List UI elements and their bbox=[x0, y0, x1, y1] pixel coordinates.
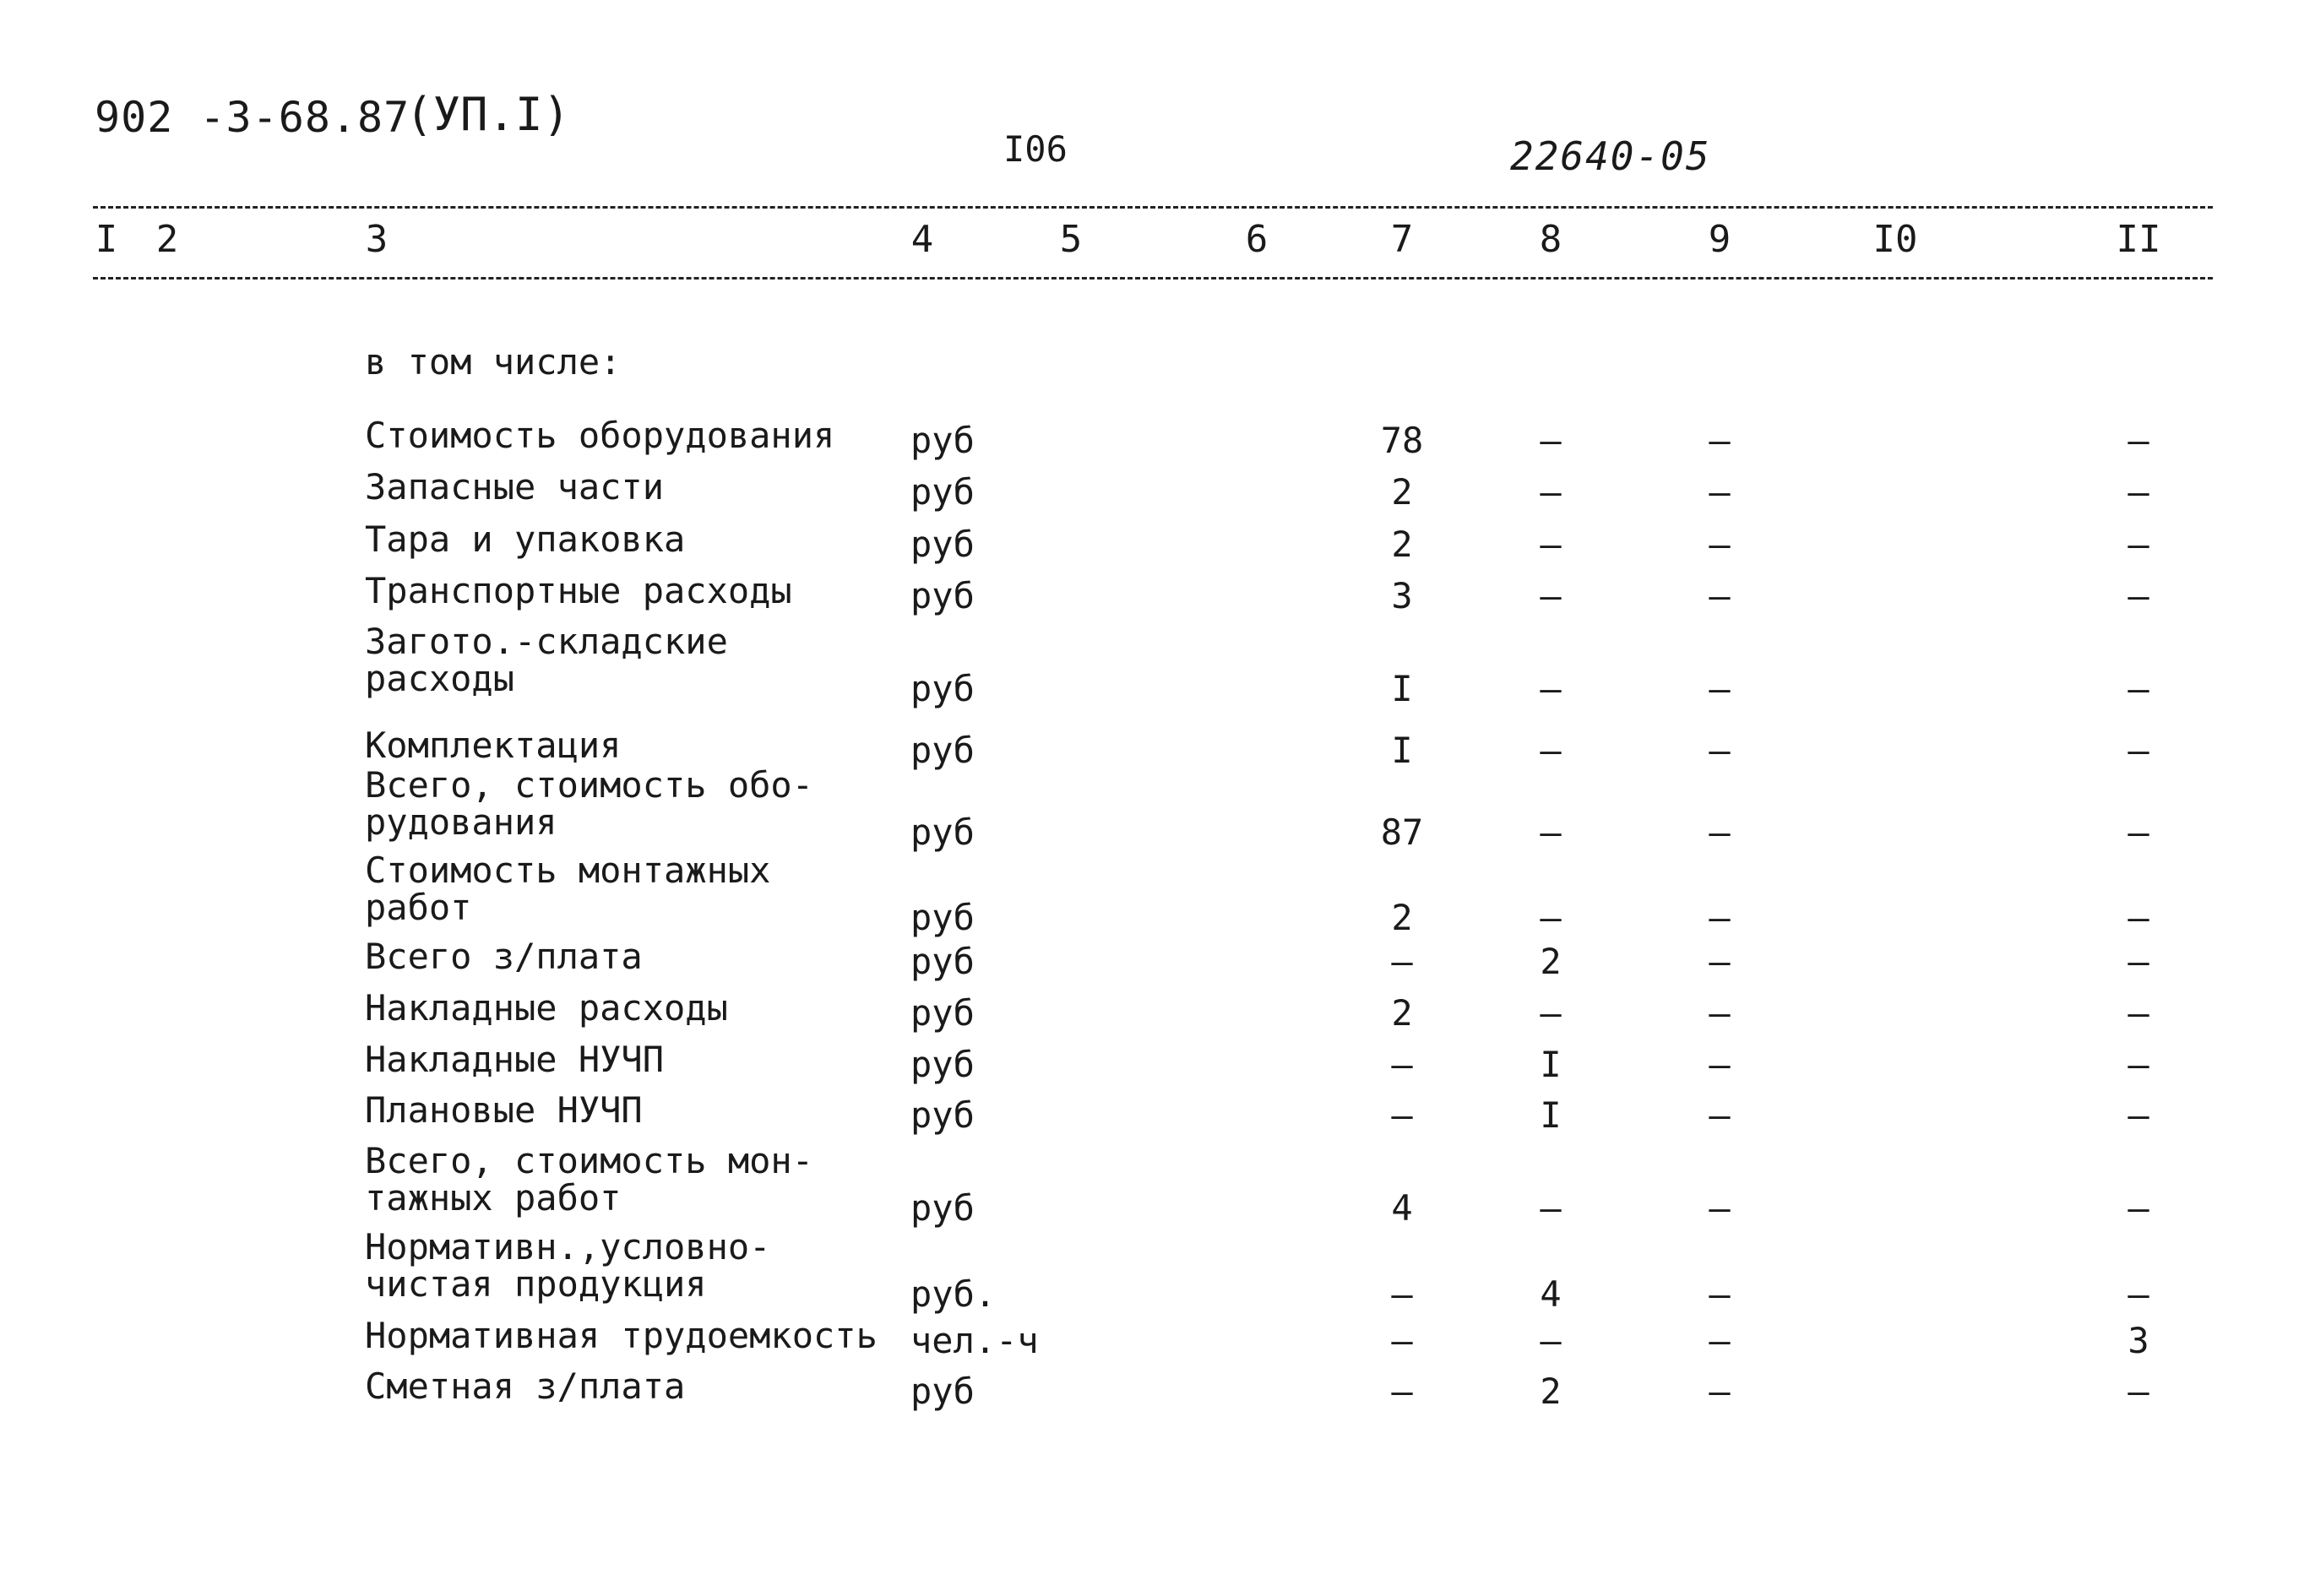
col7-value: 2 bbox=[1391, 897, 1413, 938]
row-label: Стоимость оборудования bbox=[365, 415, 835, 456]
col8-value: – bbox=[1540, 524, 1562, 565]
col11-value: – bbox=[2128, 730, 2149, 771]
row-unit: руб bbox=[910, 471, 975, 513]
col9-value: – bbox=[1709, 812, 1731, 853]
col8-value: I bbox=[1540, 1094, 1562, 1136]
col7-value: I bbox=[1391, 668, 1413, 709]
col9-value: – bbox=[1709, 730, 1731, 771]
col11-value: – bbox=[2128, 1371, 2149, 1412]
col8-value: – bbox=[1540, 897, 1562, 938]
col11-value: – bbox=[2128, 1187, 2149, 1229]
row-unit: руб bbox=[910, 730, 975, 771]
row-unit: руб bbox=[910, 1094, 975, 1136]
table-row bbox=[0, 1365, 2315, 1412]
col11-value: – bbox=[2128, 941, 2149, 982]
table-row bbox=[0, 1089, 2315, 1136]
row-unit: руб bbox=[910, 1371, 975, 1412]
column-number: 8 bbox=[1539, 218, 1562, 261]
col7-value: 2 bbox=[1391, 471, 1413, 513]
col11-value: – bbox=[2128, 992, 2149, 1034]
header-rule-top bbox=[93, 206, 2213, 209]
col11-value: – bbox=[2128, 575, 2149, 616]
col11-value: – bbox=[2128, 897, 2149, 938]
col9-value: – bbox=[1709, 992, 1731, 1034]
col7-value: – bbox=[1391, 1044, 1413, 1085]
row-label: Всего, стоимость обо- рудования bbox=[365, 764, 814, 843]
col7-value: 4 bbox=[1391, 1187, 1413, 1229]
row-unit: руб bbox=[910, 992, 975, 1034]
column-number: 2 bbox=[155, 218, 179, 261]
col7-value: – bbox=[1391, 941, 1413, 982]
row-label: Накладные НУЧП bbox=[365, 1039, 665, 1080]
col9-value: – bbox=[1709, 524, 1731, 565]
col9-value: – bbox=[1709, 420, 1731, 461]
col8-value: – bbox=[1540, 420, 1562, 461]
col8-value: – bbox=[1540, 1187, 1562, 1229]
col7-value: – bbox=[1391, 1320, 1413, 1361]
col9-value: – bbox=[1709, 575, 1731, 616]
col9-value: – bbox=[1709, 1371, 1731, 1412]
col8-value: 2 bbox=[1540, 1371, 1562, 1412]
column-number: 6 bbox=[1245, 218, 1269, 261]
table-row bbox=[0, 938, 2315, 980]
col11-value: – bbox=[2128, 1273, 2149, 1315]
row-label: Транспортные расходы bbox=[365, 570, 792, 611]
row-label: Сметная з/плата bbox=[365, 1365, 686, 1407]
table-row bbox=[0, 1226, 2315, 1315]
col11-value: – bbox=[2128, 812, 2149, 853]
row-unit: руб. bbox=[910, 1273, 997, 1315]
table-row bbox=[0, 623, 2315, 708]
row-unit: чел.-ч bbox=[910, 1320, 1039, 1361]
col7-value: 2 bbox=[1391, 992, 1413, 1034]
col7-value: 78 bbox=[1380, 420, 1424, 461]
row-label: Загото.-складские расходы bbox=[365, 621, 728, 699]
col7-value: – bbox=[1391, 1094, 1413, 1136]
col9-value: – bbox=[1709, 897, 1731, 938]
table-row bbox=[0, 1140, 2315, 1229]
subheading: в том числе: bbox=[365, 341, 622, 383]
row-label: Стоимость монтажных работ bbox=[365, 850, 771, 928]
col9-value: – bbox=[1709, 1320, 1731, 1361]
col9-value: – bbox=[1709, 941, 1731, 982]
table-row bbox=[0, 466, 2315, 513]
row-unit: руб bbox=[910, 1187, 975, 1229]
col9-value: – bbox=[1709, 668, 1731, 709]
row-label: Запасные части bbox=[365, 466, 665, 508]
col11-value: – bbox=[2128, 420, 2149, 461]
col9-value: – bbox=[1709, 1187, 1731, 1229]
table-row bbox=[0, 764, 2315, 853]
col9-value: – bbox=[1709, 1273, 1731, 1315]
col11-value: – bbox=[2128, 471, 2149, 513]
col11-value: – bbox=[2128, 1044, 2149, 1085]
col8-value: I bbox=[1540, 1044, 1562, 1085]
row-label: Нормативная трудоемкость bbox=[365, 1315, 878, 1356]
col11-value: – bbox=[2128, 1094, 2149, 1136]
page-number: I06 bbox=[1003, 128, 1068, 170]
document-section: (УП.I) bbox=[405, 88, 571, 141]
table-row bbox=[0, 727, 2315, 769]
col8-value: – bbox=[1540, 992, 1562, 1034]
col8-value: 4 bbox=[1540, 1273, 1562, 1315]
col11-value: – bbox=[2128, 524, 2149, 565]
col8-value: – bbox=[1540, 1320, 1562, 1361]
col9-value: – bbox=[1709, 471, 1731, 513]
col7-value: I bbox=[1391, 730, 1413, 771]
column-number: 4 bbox=[910, 218, 934, 261]
row-label: Тара и упаковка bbox=[365, 518, 686, 560]
col8-value: – bbox=[1540, 471, 1562, 513]
column-number: I bbox=[95, 218, 118, 261]
header-rule-bottom bbox=[93, 277, 2213, 280]
column-number: 3 bbox=[365, 218, 389, 261]
row-unit: руб bbox=[910, 668, 975, 709]
table-row bbox=[0, 987, 2315, 1034]
sheet-code: 22640-05 bbox=[1510, 133, 1711, 179]
table-row bbox=[0, 518, 2315, 565]
table-row bbox=[0, 1041, 2315, 1083]
table-row bbox=[0, 1317, 2315, 1360]
row-label: Всего з/плата bbox=[365, 936, 643, 977]
col7-value: 3 bbox=[1391, 575, 1413, 616]
col8-value: – bbox=[1540, 730, 1562, 771]
row-unit: руб bbox=[910, 524, 975, 565]
col11-value: 3 bbox=[2128, 1320, 2149, 1361]
col7-value: 2 bbox=[1391, 524, 1413, 565]
table-row bbox=[0, 570, 2315, 616]
col9-value: – bbox=[1709, 1094, 1731, 1136]
row-unit: руб bbox=[910, 812, 975, 853]
row-label: Всего, стоимость мон- тажных работ bbox=[365, 1140, 814, 1219]
column-number: 9 bbox=[1708, 218, 1731, 261]
row-unit: руб bbox=[910, 420, 975, 461]
column-number: 7 bbox=[1390, 218, 1414, 261]
col11-value: – bbox=[2128, 668, 2149, 709]
column-number: 5 bbox=[1059, 218, 1083, 261]
row-unit: руб bbox=[910, 897, 975, 938]
col7-value: – bbox=[1391, 1273, 1413, 1315]
table-row bbox=[0, 417, 2315, 459]
col8-value: – bbox=[1540, 668, 1562, 709]
column-number: I0 bbox=[1872, 218, 1918, 261]
table-row bbox=[0, 852, 2315, 936]
row-label: Накладные расходы bbox=[365, 987, 728, 1029]
row-label: Нормативн.,условно- чистая продукция bbox=[365, 1226, 771, 1305]
col7-value: 87 bbox=[1380, 812, 1424, 853]
col8-value: 2 bbox=[1540, 941, 1562, 982]
col9-value: – bbox=[1709, 1044, 1731, 1085]
col8-value: – bbox=[1540, 575, 1562, 616]
document-code: 902 -3-68.87 bbox=[95, 93, 410, 142]
col8-value: – bbox=[1540, 812, 1562, 853]
row-label: Плановые НУЧП bbox=[365, 1089, 643, 1131]
column-number: II bbox=[2116, 218, 2161, 261]
row-label: Комплектация bbox=[365, 725, 622, 766]
col7-value: – bbox=[1391, 1371, 1413, 1412]
row-unit: руб bbox=[910, 941, 975, 982]
row-unit: руб bbox=[910, 1044, 975, 1085]
row-unit: руб bbox=[910, 575, 975, 616]
